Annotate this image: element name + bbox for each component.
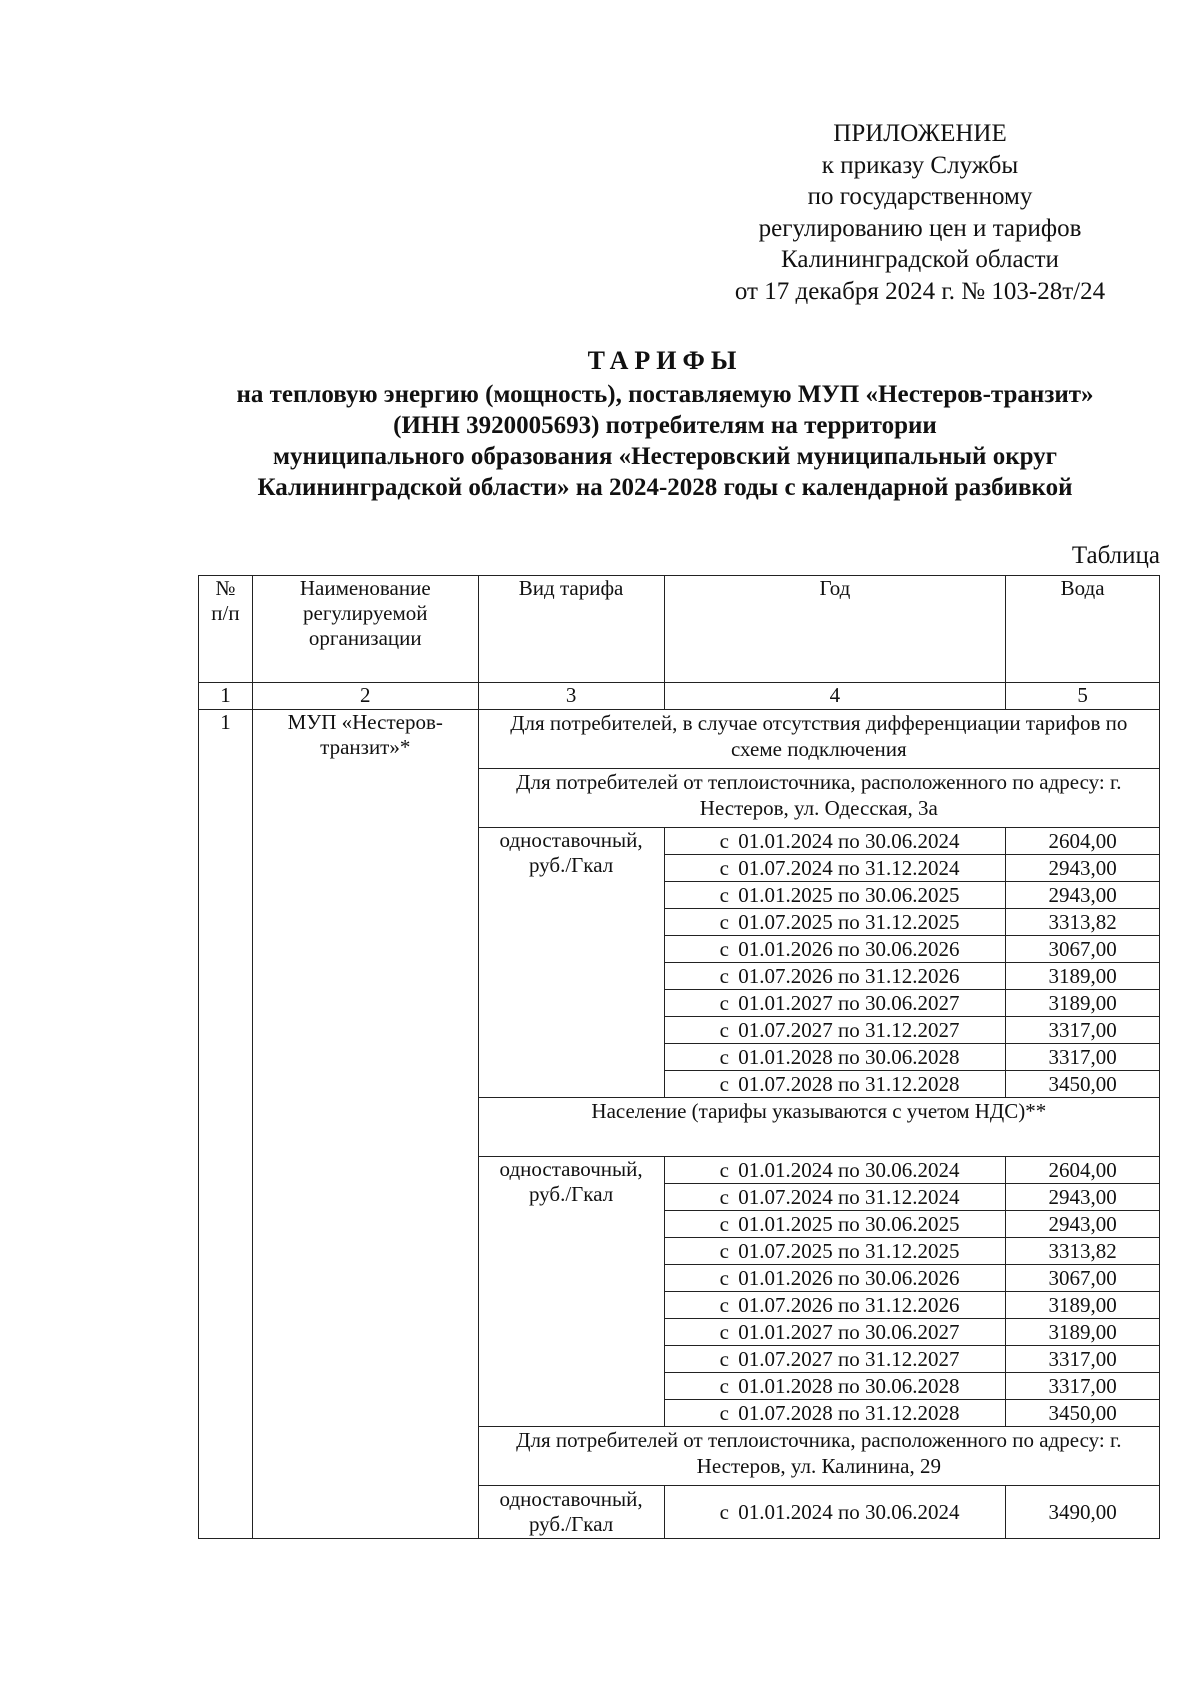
period-prefix: с	[719, 964, 729, 988]
title-line: на тепловую энергию (мощность), поставляемую МУП «Нестеров-транзит»	[236, 381, 1094, 408]
period-cell	[664, 1238, 1006, 1265]
period-range: 01.01.2026 по 30.06.2026	[738, 937, 960, 961]
period-range: 01.01.2026 по 30.06.2026	[738, 1266, 960, 1290]
period-range: 01.01.2025 по 30.06.2025	[738, 883, 960, 907]
period-prefix: с	[719, 1347, 729, 1371]
price-cell: 3189,00	[1006, 963, 1160, 990]
price-cell: 3450,00	[1006, 1400, 1160, 1427]
section-general: Для потребителей, в случае отсутствия дифференциации тарифов по схеме подключения	[478, 710, 1159, 769]
price-cell: 3317,00	[1006, 1017, 1160, 1044]
period-prefix: с	[719, 991, 729, 1015]
price-cell: 3067,00	[1006, 1265, 1160, 1292]
period-prefix: с	[719, 937, 729, 961]
period-prefix: с	[719, 1045, 729, 1069]
period-cell	[664, 1373, 1006, 1400]
price-cell: 3189,00	[1006, 1292, 1160, 1319]
table-row	[199, 710, 1160, 769]
header-organization: Наименование регулируемой организации	[252, 576, 478, 683]
price-cell: 2604,00	[1006, 828, 1160, 855]
period-range: 01.01.2027 по 30.06.2027	[738, 1320, 960, 1344]
price-cell: 3189,00	[1006, 1319, 1160, 1346]
period-prefix: с	[719, 1500, 729, 1524]
period-range: 01.01.2028 по 30.06.2028	[738, 1374, 960, 1398]
period-cell	[664, 828, 1006, 855]
period-cell	[664, 1211, 1006, 1238]
title-line: Калининградской области» на 2024-2028 годы с календарной разбивкой	[257, 474, 1073, 501]
table-caption: Таблица	[1071, 542, 1160, 569]
period-prefix: с	[719, 1212, 729, 1236]
price-cell: 3317,00	[1006, 1346, 1160, 1373]
period-prefix: с	[719, 856, 729, 880]
price-cell: 3189,00	[1006, 990, 1160, 1017]
document-title	[160, 345, 1170, 503]
period-cell	[664, 936, 1006, 963]
period-range: 01.01.2027 по 30.06.2027	[738, 991, 960, 1015]
period-range: 01.01.2028 по 30.06.2028	[738, 1045, 960, 1069]
header-row	[199, 576, 1160, 683]
period-range: 01.07.2028 по 31.12.2028	[738, 1072, 960, 1096]
period-prefix: с	[719, 1401, 729, 1425]
period-range: 01.07.2024 по 31.12.2024	[738, 856, 960, 880]
period-prefix: с	[719, 1374, 729, 1398]
column-number: 3	[478, 683, 664, 710]
rate-type-cell: одноставочный, руб./Гкал	[478, 1486, 664, 1539]
title-line: (ИНН 3920005693) потребителям на территории	[393, 412, 937, 439]
price-cell: 3067,00	[1006, 936, 1160, 963]
period-range: 01.01.2024 по 30.06.2024	[738, 829, 960, 853]
period-cell	[664, 1292, 1006, 1319]
price-cell: 3317,00	[1006, 1373, 1160, 1400]
price-cell: 2943,00	[1006, 1184, 1160, 1211]
period-cell	[664, 909, 1006, 936]
price-cell: 2604,00	[1006, 1157, 1160, 1184]
section-kalinina: Для потребителей от теплоисточника, расположенного по адресу: г. Нестеров, ул. Калинина, 29	[478, 1427, 1159, 1486]
period-cell	[664, 855, 1006, 882]
period-prefix: с	[719, 1158, 729, 1182]
rate-type-cell: одноставочный, руб./Гкал	[478, 828, 664, 1098]
price-cell: 3490,00	[1006, 1486, 1160, 1539]
period-prefix: с	[719, 1266, 729, 1290]
price-cell: 2943,00	[1006, 1211, 1160, 1238]
period-cell	[664, 1400, 1006, 1427]
period-range: 01.01.2025 по 30.06.2025	[738, 1212, 960, 1236]
section-odesskaya: Для потребителей от теплоисточника, расположенного по адресу: г. Нестеров, ул. Одесская, 3а	[478, 769, 1159, 828]
period-prefix: с	[719, 1072, 729, 1096]
period-prefix: с	[719, 1185, 729, 1209]
column-number: 5	[1006, 683, 1160, 710]
price-cell: 3450,00	[1006, 1071, 1160, 1098]
header-water: Вода	[1006, 576, 1160, 683]
period-range: 01.07.2026 по 31.12.2026	[738, 1293, 960, 1317]
period-cell	[664, 1346, 1006, 1373]
period-prefix: с	[719, 1293, 729, 1317]
price-cell: 2943,00	[1006, 855, 1160, 882]
period-cell	[664, 1486, 1006, 1539]
period-cell	[664, 1265, 1006, 1292]
appendix-line: Калининградской области	[781, 246, 1059, 273]
period-cell	[664, 1071, 1006, 1098]
price-cell: 2943,00	[1006, 882, 1160, 909]
period-cell	[664, 1157, 1006, 1184]
period-range: 01.07.2024 по 31.12.2024	[738, 1185, 960, 1209]
title-main: ТАРИФЫ	[587, 346, 743, 375]
price-cell: 3313,82	[1006, 909, 1160, 936]
period-prefix: с	[719, 1320, 729, 1344]
tariff-table	[198, 575, 1160, 1539]
period-prefix: с	[719, 1018, 729, 1042]
appendix-line: к приказу Службы	[821, 151, 1019, 179]
period-range: 01.07.2028 по 31.12.2028	[738, 1401, 960, 1425]
period-prefix: с	[719, 910, 729, 934]
period-cell	[664, 882, 1006, 909]
organization-name: МУП «Нестеров-транзит»*	[252, 710, 478, 1539]
period-range: 01.07.2027 по 31.12.2027	[738, 1018, 960, 1042]
column-number: 2	[252, 683, 478, 710]
appendix-heading: ПРИЛОЖЕНИЕ	[833, 120, 1007, 147]
period-range: 01.07.2025 по 31.12.2025	[738, 910, 960, 934]
period-range: 01.01.2024 по 30.06.2024	[738, 1158, 960, 1182]
period-prefix: с	[719, 1239, 729, 1263]
header-number: № п/п	[199, 576, 253, 683]
period-cell	[664, 1017, 1006, 1044]
period-cell	[664, 1319, 1006, 1346]
row-number: 1	[199, 710, 253, 1539]
price-cell: 3313,82	[1006, 1238, 1160, 1265]
period-range: 01.07.2025 по 31.12.2025	[738, 1239, 960, 1263]
period-cell	[664, 990, 1006, 1017]
section-population: Население (тарифы указываются с учетом НДС)**	[478, 1098, 1159, 1157]
appendix-block	[690, 118, 1150, 307]
header-rate-type: Вид тарифа	[478, 576, 664, 683]
appendix-line: по государственному	[807, 183, 1033, 210]
price-cell: 3317,00	[1006, 1044, 1160, 1071]
column-number-row	[199, 683, 1160, 710]
appendix-order-date: от 17 декабря 2024 г. № 103-28т/24	[734, 277, 1106, 305]
period-range: 01.07.2027 по 31.12.2027	[738, 1347, 960, 1371]
title-line: муниципального образования «Нестеровский муниципальный округ	[272, 443, 1058, 470]
rate-type-cell: одноставочный, руб./Гкал	[478, 1157, 664, 1427]
period-cell	[664, 1184, 1006, 1211]
column-number: 4	[664, 683, 1006, 710]
period-prefix: с	[719, 883, 729, 907]
period-cell	[664, 1044, 1006, 1071]
header-year: Год	[664, 576, 1006, 683]
period-cell	[664, 963, 1006, 990]
period-range: 01.07.2026 по 31.12.2026	[738, 964, 960, 988]
period-range: 01.01.2024 по 30.06.2024	[738, 1500, 960, 1524]
period-prefix: с	[719, 829, 729, 853]
column-number: 1	[199, 683, 253, 710]
appendix-line: регулированию цен и тарифов	[758, 214, 1082, 242]
